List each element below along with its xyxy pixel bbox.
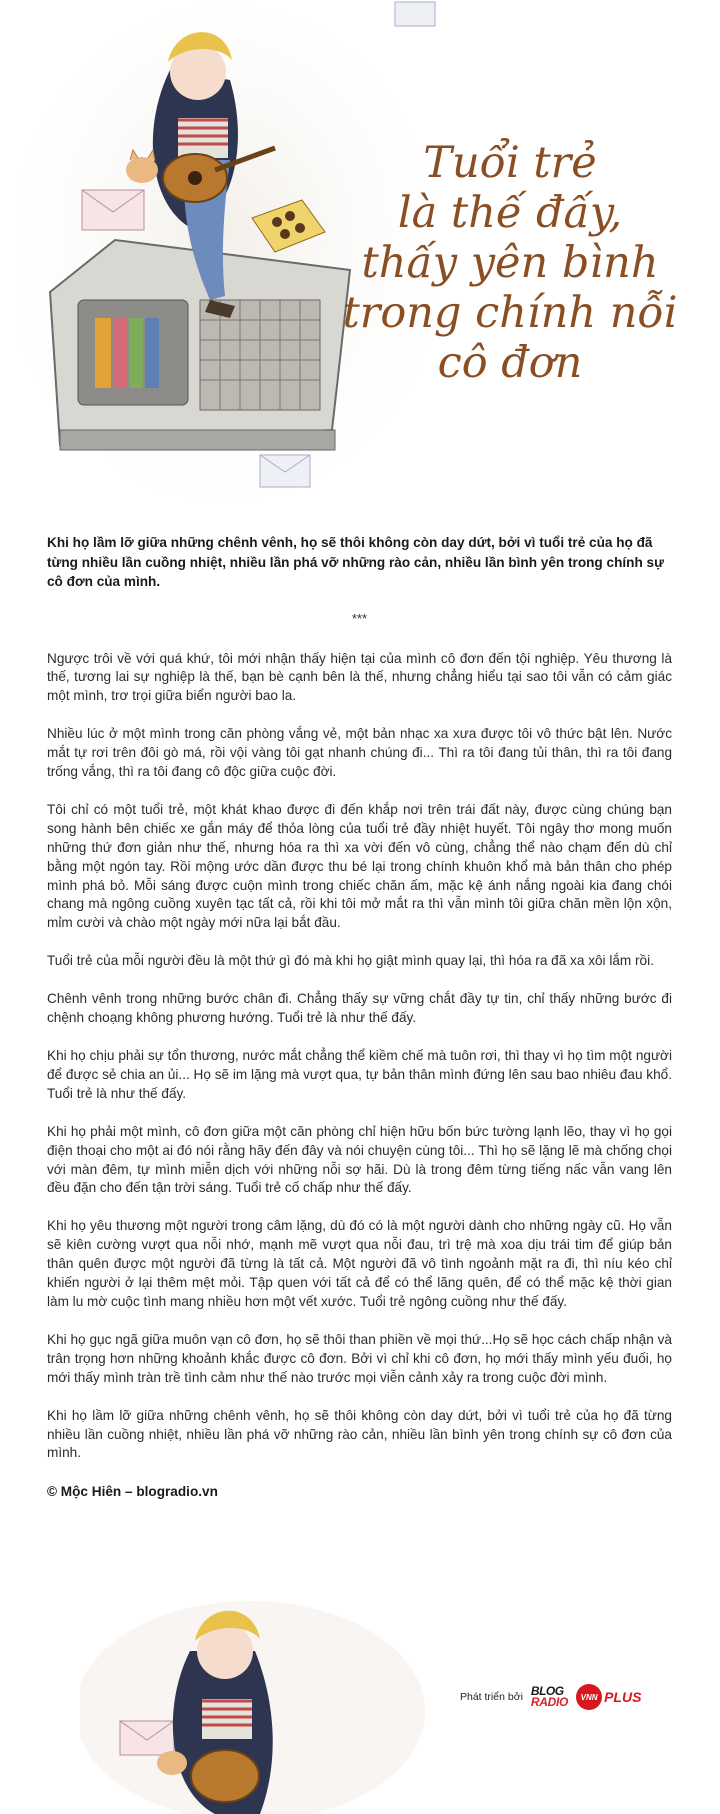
article-paragraph: Khi họ phải một mình, cô đơn giữa một căn phòng chỉ hiện hữu bốn bức tường lạnh lẽo, thay vì họ gọi điện thoại cho một ai đó nói rằng hãy đến đây và nói chuyện cùng tôi... Thì họ sẽ lặng lẽ mà chống chọi với màn đêm, tự mình miễn dịch với những nỗi sợ hãi. Dù là trong đêm từng tiếng nấc vẫn vang lên đều đặn cho đến tận trời sáng. Tuổi trẻ cố chấp như thế đấy. (47, 1123, 672, 1196)
vnplus-logo[interactable] (576, 1684, 641, 1710)
hero-title-line: Tuổi trẻ (423, 138, 597, 188)
envelope-icon (82, 190, 144, 230)
vnplus-text: PLUS (604, 1689, 642, 1705)
vnplus-badge: VNN (576, 1684, 602, 1710)
article-paragraph: Ngược trôi về với quá khứ, tôi mới nhận thấy hiện tại của mình cô đơn đến tội nghiệp. Yêu thương là thế, tương lai sự nghiệp là thế, bạn bè cạnh bên là thế, nhưng chẳng hiểu tại sao tôi vẫn có cảm giác một mình, trơ trọi giữa biển người bao la. (47, 650, 672, 704)
girl-guitar-illustration-footer (80, 1591, 460, 1814)
blogradio-logo-line1: BLOG (530, 1684, 564, 1698)
article-paragraph: Chênh vênh trong những bước chân đi. Chẳng thấy sự vững chắt đầy tự tin, chỉ thấy những bước đi chệnh choạng không phương hướng. Tuổi trẻ là như thế đấy. (47, 991, 672, 1026)
article-credit: © Mộc Hiên – blogradio.vn (47, 1484, 218, 1500)
article-paragraph: Nhiều lúc ở một mình trong căn phòng vắng vẻ, một bản nhạc xa xưa được tôi vô thức bật lên. Nước mắt tự rơi trên đôi gò má, rồi vội vàng tôi gạt nhanh chúng đi... Thì ra tôi đang tủi thân, thì ra tôi đang trống vắng, thì ra tôi đang cô độc giữa cuộc đời. (47, 726, 672, 780)
hero-banner (0, 0, 720, 520)
article-lead: Khi họ lầm lỡ giữa những chênh vênh, họ sẽ thôi không còn day dứt, bởi vì tuổi trẻ của họ đã từng nhiều lần cuồng nhiệt, nhiều lần phá vỡ những rào cản, nhiều lần bình yên trong chính sự cô đơn của mình. (47, 535, 664, 589)
article-body (47, 533, 672, 1499)
hero-title-line: cô đơn (437, 338, 583, 388)
article-paragraph: Khi họ gục ngã giữa muôn vạn cô đơn, họ sẽ thôi than phiền về mọi thứ...Họ sẽ học cách chấp nhận và trân trọng hơn những khoảnh khắc được cô đơn. Bởi vì chỉ khi cô đơn, họ mới thấy mình yếu đuối, họ mới thấy mình tràn trề tình cảm như thế nào trước mọi viễn cảnh xảy ra trong cuộc đời mình. (47, 1331, 672, 1385)
article-paragraph: Tôi chỉ có một tuổi trẻ, một khát khao được đi đến khắp nơi trên trái đất này, được cùng chúng bạn song hành bên chiếc xe gắn máy để thỏa lòng của tuổi trẻ đầy nhiệt huyết. Tôi ngây thơ mong muốn những thứ đơn giản như thế, nhưng hóa ra thì xa vời đến vô cùng, chẳng thể nào chạm đến dù chỉ bằng một ngón tay. Rồi mộng ước dần được thu bé lại trong chính khuôn khổ mà bản thân cho phép mình phá bỏ. Mỗi sáng được cuộn mình trong chiếc chăn ấm, mặc kệ ánh nắng ngoài kia đang chói chang mà ngông cuồng xuyên tạc tất cả, rồi khi tôi mở mắt ra thì vẫn mình tôi giữa chăn mền lộn xộn, mỉm cười và chào một ngày mới nữa lại bắt đầu. (47, 801, 672, 931)
article-paragraph: Khi họ yêu thương một người trong câm lặng, dù đó có là một người dành cho những ngày cũ. Họ vẫn sẽ kiên cường vượt qua nỗi nhớ, mạnh mẽ vượt qua nỗi đau, trì trệ mà xoa dịu trái tim để giúp bản thân quên được một người đã từng là tất cả. Một người đã vô tình ngoảnh mặt ra đi, thì níu kéo chỉ khiến người ở lại thêm mệt mỏi. Tập quen với tất cả để có thể lãng quên, để có thể mặc kệ thời gian làm lu mờ cuộc tình mang nhiều hơn một vết xước. Tuổi trẻ ngông cuồng như thế đấy. (47, 1218, 672, 1309)
hero-title (335, 138, 685, 388)
blogradio-logo-line2: RADIO (530, 1695, 569, 1709)
hero-title-line: là thế đấy, (397, 188, 623, 238)
section-separator: *** (351, 610, 368, 626)
blogradio-logo[interactable] (531, 1686, 568, 1708)
article-paragraph: Khi họ lầm lỡ giữa những chênh vênh, họ sẽ thôi không còn day dứt, bởi vì tuổi trẻ của họ đã từng nhiều lần cuồng nhiệt, nhiều lần phá vỡ những rào cản, nhiều lần bình yên trong chính sự cô đơn của mình. (47, 1407, 672, 1461)
hero-title-line: thấy yên bình (361, 238, 659, 288)
developer-branding (460, 1677, 685, 1717)
article-paragraph: Tuổi trẻ của mỗi người đều là một thứ gì đó mà khi họ giật mình quay lại, thì hóa ra đã xa xôi lắm rồi. (47, 953, 654, 969)
developed-by-label: Phát triển bởi (460, 1691, 523, 1703)
footer (0, 1585, 720, 1814)
article-paragraph: Khi họ chịu phải sự tổn thương, nước mắt chẳng thể kiềm chế mà tuôn rơi, thì thay vì họ tìm một người để được sẻ chia an ủi... Họ sẽ im lặng mà vượt qua, tự bản thân mình đứng lên sau bao nhiêu đau khổ. Tuổi trẻ là như thế đấy. (47, 1048, 672, 1101)
hero-title-line: trong chính nỗi (342, 288, 678, 338)
